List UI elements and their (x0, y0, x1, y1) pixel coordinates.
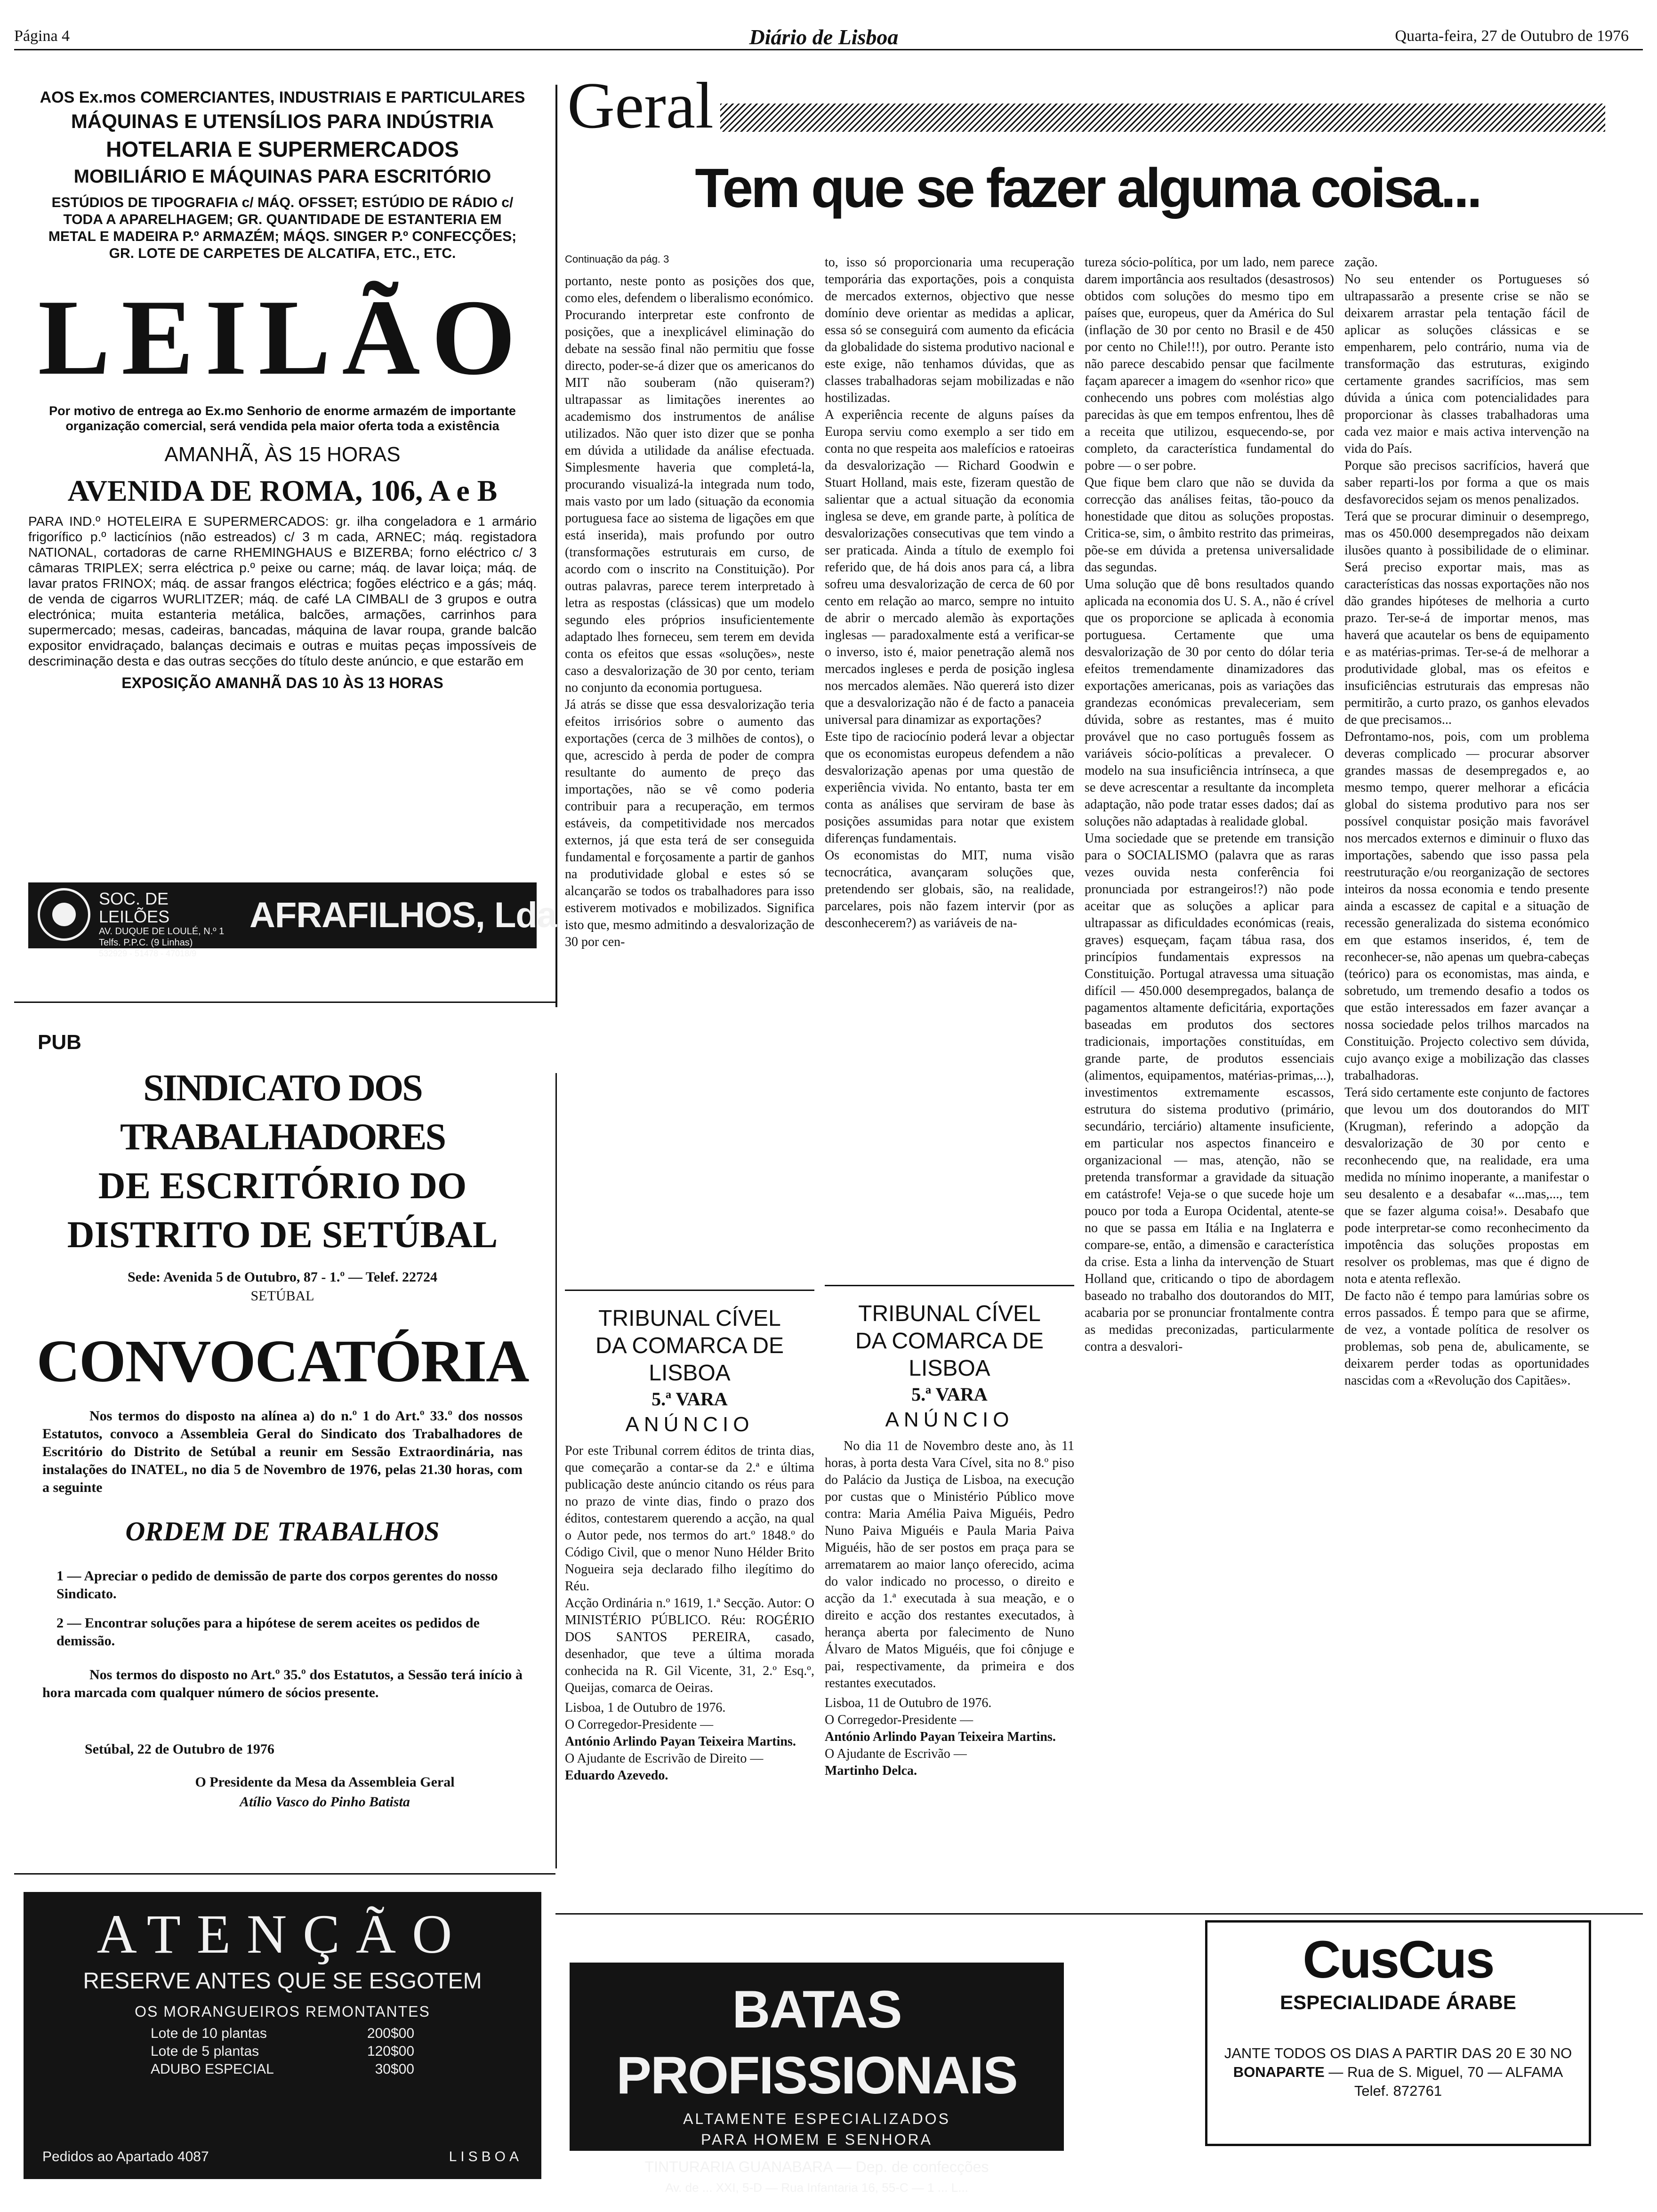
article-col-3: tureza sócio-política, por um lado, nem parece darem importância aos resultados (desastrosos) obtidos com soluções do mesmo tipo em países que, europeus, quer da América do Sul (inflação de 30 por cento no Brasil e de 450 por cento no Chile!!!), por outro. Perante isto não parece descabido pensar que facilmente façam aparecer a imagem do «senhor rico» que conhecendo uns pobres com moléstias algo parecidas às que em tempos enfrentou, lhes dê a receita que utilizou, esquecendo-se, por completo, da característica fundamental do pobre — o ser pobre. Que fique bem claro que não se duvida da correcção das análises feitas, tão-pouco da honestidade que ditou as soluções propostas. Critica-se, sim, o âmbito restrito das primeiras, põe-se em dúvida a pretensa universalidade das segundas. Uma solução que dê bons resultados quando aplicada na economia dos U. S. A., não é crível que os proporcione se aplicada à economia portuguesa. Certamente que uma desvalorização de 30 por cento do dólar teria efeitos tremendamente dinamizadores das exportações americanas, pois as variações das grandezas económicas prevaleceriam, sem dúvida, sobre as restantes, mas é muito provável que no caso português fossem as variáveis sócio-políticas a prevalecer. O modelo na sua insuficiência intrínseca, a que se deve acrescentar a resultante da incompleta adaptação, não pode tratar esses dados; daí as soluções não adaptadas à realidade global. Uma sociedade que se pretende em transição para o SOCIALISMO (palavra que as raras vezes ouvida nesta conferência foi pronunciada por estrangeiros!?) não pode aceitar que as soluções a aplicar para ultrapassar as dificuldades económicas (reais, graves) esqueçam, façam tábua rasa, dos princípios fundamentais expressos na Constituição. Portugal atravessa uma situação difícil — 450.000 desempregados, balança de pagamentos altamente deficitária, exportações baseadas em produtos dos sectores tradicionais, importações constituídas, em grande parte, de produtos essenciais (alimentos, equipamentos, matérias-primas,...), investimentos extremamente escassos, estrutura do sistema produtivo (primário, secundário, terciário) altamente insuficiente, em particular nos aspectos financeiro e organizacional — mas, atenção, não se pretenda transformar a gravidade da situação em catástrofe! Veja-se o que sucede hoje um pouco por toda a Europa Ocidental, atente-se no que se passa em Itália e na Inglaterra e compare-se, então, a dimensão e característica da crise. Esta a linha da intervenção de Stuart Holland que, criticando o tipo de abordagem baseado no trabalho dos doutorandos do MIT, acabaria por se pronunciar frontalmente contra as medidas preconizadas, particularmente contra a desvalori- (1085, 255, 1334, 1354)
cuscus-phone: Telef. 872761 (1354, 2083, 1442, 2099)
leilao-line1: AOS Ex.mos COMERCIANTES, INDUSTRIAIS E PARTICULARES (40, 88, 525, 106)
tribunal-2-anuncio: ANÚNCIO (885, 1408, 1014, 1431)
atencao-title: ATENÇÃO (97, 1903, 468, 1965)
batas-sub2: PARA HOMEM E SENHORA (701, 2131, 933, 2148)
sindicato-title2: DE ESCRITÓRIO DO (98, 1165, 467, 1207)
leilao-exhibit: EXPOSIÇÃO AMANHÃ DAS 10 ÀS 13 HORAS (121, 674, 443, 691)
tribunal-1-vara: 5.ª VARA (652, 1388, 728, 1410)
tribunal-notice-2 (825, 1285, 1074, 1903)
leilao-line2: MÁQUINAS E UTENSÍLIOS PARA INDÚSTRIA (71, 110, 494, 132)
ordem-item-1: 1 — Apreciar o pedido de demissão de parte dos corpos gerentes do nosso Sindicato. (56, 1568, 498, 1602)
article-col-1: portanto, neste ponto as posições dos que, como eles, defendem o liberalismo económico. Procurando interpretar este confronto de posições, que a inexplicável eliminação do debate na sessão final não permitiu que fosse directo, poder-se-á dizer que os americanos do MIT não souberam (não quiseram?) ultrapassar as limitações inerentes ao academismo dos instrumentos de análise utilizados. Não quer isto dizer que se ponha em dúvida a utilidade da análise efectuada. Simplesmente haveria que completá-la, procurando visualizá-la integrada num todo, mais vasto por um lado (situação da economia portuguesa face ao sistema de ligações em que está inserida), mais profundo por outro (transformações estruturais em curso, de acordo com o inscrito na Constituição). Por outras palavras, parece terem interpretado à letra as respostas (clássicas) que um modelo segundo eles próprios insuficientemente adaptado lhes forneceu, sem terem em devida conta os efeitos que essas «soluções», neste caso a desvalorização de 30 por cento, teriam no conjunto da economia portuguesa. Já atrás se disse que essa desvalorização teria efeitos irrisórios sobre o aumento das exportações (cerca de 3 milhões de contos), o que, acrescido à perda de poder de compra resultante do aumento de preço das importações, não se vê como poderia contribuir para a recuperação, em termos estáveis, da competitividade nos mercados externos, já que esta terá de ser conseguida fundamental e forçosamente a partir de ganhos na produtividade global e estes só se alcançarão se todos os trabalhadores para isso estiverem motivados e mobilizados. Significa isto que, mesmo admitindo a desvalorização de 30 por cen- (565, 274, 814, 949)
tribunal-1-sign1-name: António Arlindo Payan Teixeira Martins. (565, 1734, 796, 1749)
column-divider (555, 85, 557, 1007)
logo-soc: SOC. DE LEILÕES (99, 889, 170, 926)
leilao-ad (28, 87, 537, 693)
cuscus-ad (1205, 1920, 1591, 2146)
tribunal-1-sign2-role: O Ajudante de Escrivão de Direito — (565, 1751, 764, 1766)
section-title: Geral (567, 69, 714, 142)
batas-address: Av. de ... XXI, 5-D — Rua Infantaria 16, 55-C — 1 ... L... (665, 2180, 968, 2195)
price-row: Lote de 5 plantas 120$00 (151, 2044, 414, 2059)
atencao-ad (24, 1892, 541, 2179)
tribunal-2-sign1-role: O Corregedor-Presidente — (825, 1713, 973, 1727)
tribunal-2-title: TRIBUNAL CÍVEL DA COMARCA DE LISBOA (855, 1301, 1044, 1381)
rule-after-sindicato (14, 1873, 555, 1875)
price-row: ADUBO ESPECIAL 30$00 (151, 2061, 414, 2077)
atencao-price-table (151, 2025, 414, 2078)
leilao-body: PARA IND.º HOTELEIRA E SUPERMERCADOS: gr. ilha congeladora e 1 armário frigorífico p.º lacticínios (não estreados) c/ 3 m cada, ARNEC; máq. registadora NATIONAL, cortadoras de carne RHEMINGHAUS e BIZERBA; forno eléctrico c/ 3 câmaras TRIPLEX; serra eléctrica p.º peixe ou carne; máq. de lavar loiça; máq. de lavar pratos FRINOX; máq. de assar frangos eléctrica; fogões eléctrico e a gás; máq. de venda de cigarros WURLITZER; máq. de café LA CIMBALI de 3 grupos e outra electrónica; muita estanteria metálica, balcões, armações, carrinhos para supermercado; mesas, cadeiras, bancadas, máquina de lavar roupa, grande balcão expositor envidraçado, balanças decimais e outras e muitas peças impossíveis de descriminação desta e das outras secções do título deste anúncio, e que estarão em (28, 514, 537, 668)
atencao-product: OS MORANGUEIROS REMONTANTES (135, 2003, 430, 2020)
leilao-line4: MOBILIÁRIO E MÁQUINAS PARA ESCRITÓRIO (73, 166, 491, 187)
cuscus-subtitle: ESPECIALIDADE ÁRABE (1280, 1991, 1516, 2013)
leilao-where: AVENIDA DE ROMA, 106, A e B (67, 474, 498, 507)
sindicato-sign-role: O Presidente da Mesa da Assembleia Geral (195, 1774, 455, 1790)
cuscus-line1: JANTE TODOS OS DIAS A PARTIR DAS 20 E 30 NO (1224, 2045, 1572, 2061)
logo-nums: 532929 - 51478 - 47018/9 (99, 949, 197, 958)
tribunal-1-body: Por este Tribunal correm éditos de trinta dias, que começarão a contar-se da 2.ª e última publicação deste anúncio citando os réus para no prazo de vinte dias, findo o prazo dos éditos, contestarem querendo a acção, na qual o Autor pede, nos termos do art.º 1848.º do Código Civil, que o menor Nuno Hélder Brito Nogueira seja declarado filho ilegítimo do Réu. Acção Ordinária n.º 1619, 1.ª Secção. Autor: O MINISTÉRIO PÚBLICO. Réu: ROGÉRIO DOS SANTOS PEREIRA, casado, desenhador, que teve a última morada conhecida na R. Gil Vicente, 31, 2.º Esq.º, Queijas, comarca de Oeiras. (565, 1443, 814, 1695)
rule-above-bottom-ads (555, 1913, 1643, 1915)
tribunal-1-date: Lisboa, 1 de Outubro de 1976. (565, 1700, 726, 1715)
sindicato-ad (28, 1064, 537, 1401)
tribunal-1-sign2-name: Eduardo Azevedo. (565, 1768, 668, 1783)
atencao-footer-left: Pedidos ao Apartado 4087 (42, 2149, 209, 2164)
cuscus-title: CusCus (1303, 1930, 1494, 1989)
logo-addr: AV. DUQUE DE LOULÉ, N.º 1 (99, 926, 225, 937)
column-divider-lower (555, 1073, 557, 1868)
leilao-when: AMANHÃ, ÀS 15 HORAS (164, 443, 401, 466)
tribunal-2-vara: 5.ª VARA (911, 1384, 988, 1405)
article-headline: Tem que se fazer alguma coisa... (695, 157, 1480, 219)
sindicato-title3: DISTRITO DE SETÚBAL (67, 1214, 498, 1256)
tribunal-2-sign1-name: António Arlindo Payan Teixeira Martins. (825, 1730, 1056, 1744)
batas-sub1: ALTAMENTE ESPECIALIZADOS (683, 2110, 950, 2127)
leilao-line3: HOTELARIA E SUPERMERCADOS (106, 137, 459, 161)
tribunal-2-sign2-role: O Ajudante de Escrivão — (825, 1747, 967, 1761)
cuscus-line2 (1207, 2063, 1589, 2082)
batas-line: TINTURARIA GUANABARA — Dep. de confecções (644, 2158, 989, 2175)
leilao-line5: ESTÚDIOS DE TIPOGRAFIA c/ MÁQ. OFSSET; ESTÚDIO DE RÁDIO c/ TODA A APARELHAGEM; GR. QUANTIDADE DE ESTANTERIA EM METAL E MADEIRA P.º ARMAZÉM; MÁQS. SINGER P.º CONFECÇÕES; GR. LOTE DE CARPETES DE ALCATIFA, ETC., ETC. (48, 195, 517, 261)
issue-date: Quarta-feira, 27 de Outubro de 1976 (1395, 27, 1629, 45)
tribunal-2-date: Lisboa, 11 de Outubro de 1976. (825, 1696, 992, 1710)
tribunal-notice-1 (565, 1290, 814, 1903)
convocatoria-title: CONVOCATÓRIA (36, 1328, 529, 1395)
article-col-4: zação. No seu entender os Portugueses só ultrapassarão a presente crise se não se deixarem arrastar pela tentação fácil de aplicar as soluções clássicas e se empenharem, pelo contrário, numa via de transformação das estruturas, exigindo certamente grandes sacrifícios, mas sem dúvida a única com potencialidades para proporcionar às classes trabalhadoras uma cada vez maior e mais activa intervenção na vida do País. Porque são precisos sacrifícios, haverá que saber reparti-los por forma a que os mais desfavorecidos sejam os menos penalizados. Terá que se procurar diminuir o desemprego, mas os 450.000 desempregados não deixam ilusões quanto à possibilidade de o eliminar. Será preciso exportar mais, mas as características das nossas exportações não nos dão grandes hipóteses de melhoria a curto prazo. Ter-se-á de importar menos, mas haverá que acautelar os bens de equipamento e as matérias-primas. Ter-se-á de melhorar a produtividade global, mas os efeitos e insuficiências estruturais das empresas não permitirão, a curto prazo, os ganhos elevados de que precisamos... Defrontamo-nos, pois, com um problema deveras complicado — procurar absorver grandes massas de desempregados e, ao mesmo tempo, querer melhorar a eficácia global do sistema produtivo para nos ser possível conquistar posição mais favorável nos mercados externos e diminuir o fluxo das importações, sabendo que isso passa pela reestruturação e/ou reorganização de sectores inteiros da nossa economia e tendo presente ainda a escassez de capital e a situação de recessão generalizada do sistema económico em que estamos inseridos, é, tem de reconhecer-se, não apenas um quebra-cabeças (teórico) para os economistas, mas ainda, e sobretudo, um tremendo desafio a todos os que estão interessados em fazer avançar a nossa sociedade pelos trilhos marcados na Constituição. Projecto colectivo sem dúvida, cujo avanço exige a mobilização das classes trabalhadoras. Terá sido certamente este conjunto de factores que levou um dos doutorandos do MIT (Krugman), referindo a adopção da desvalorização de 30 por cento e reconhecendo que, na realidade, era uma medida no mínimo inoperante, a manifestar o seu desalento e a desabafar «...mas,..., tem que se fazer alguma coisa!». Desabafo que pode interpretar-se como reconhecimento da impotência das soluções propostas em resolver os problemas, mas que é digno de nota e atenta reflexão. De facto não é tempo para lamúrias sobre os erros passados. É tempo para que se afirme, de vez, a vontade política de resolver os problemas, sob pena de, abulicamente, se deixarem perder todas as oportunidades nascidas com a «Revolução dos Capitães». (1344, 255, 1589, 1388)
sindicato-intro: Nos termos do disposto na alínea a) do n.º 1 do Art.º 33.º dos nossos Estatutos, convoco a Assembleia Geral do Sindicato dos Trabalhadores de Escritório do Distrito de Setúbal a reunir em Sessão Extraordinária, nas instalações do INATEL, no dia 5 de Novembro de 1976, pelas 21.30 horas, com a seguinte (42, 1408, 523, 1495)
cuscus-restaurant-name: BONAPARTE (1233, 2064, 1325, 2080)
tribunal-1-anuncio: ANÚNCIO (625, 1413, 754, 1436)
rule-after-leilao (14, 1002, 555, 1003)
batas-ad (570, 1963, 1064, 2195)
atencao-subtitle: RESERVE ANTES QUE SE ESGOTEM (83, 1969, 482, 1994)
sindicato-title1: SINDICATO DOS TRABALHADORES (120, 1067, 445, 1158)
logo-tel: Telfs. P.P.C. (9 Linhas) (99, 938, 193, 948)
logo-brand: AFRAFILHOS, Lda (249, 895, 557, 935)
sindicato-city: SETÚBAL (250, 1288, 314, 1304)
ordem-title: ORDEM DE TRABALHOS (125, 1516, 440, 1547)
sindicato-sign-name: Atílio Vasco do Pinho Batista (240, 1794, 410, 1810)
auction-seal-icon (38, 888, 90, 941)
cuscus-restaurant-addr: — Rua de S. Miguel, 70 — ALFAMA (1328, 2064, 1563, 2080)
paper-name: Diário de Lisboa (749, 25, 899, 49)
tribunal-2-sign2-name: Martinho Delca. (825, 1763, 917, 1778)
section-hatch-bar (720, 104, 1605, 132)
price-row: Lote de 10 plantas 200$00 (151, 2026, 414, 2041)
afrafilhos-logo-bar (28, 882, 557, 958)
tribunal-1-title: TRIBUNAL CÍVEL DA COMARCA DE LISBOA (595, 1306, 784, 1386)
continuation-note: Continuação da pág. 3 (565, 253, 669, 265)
tribunal-1-sign1-role: O Corregedor-Presidente — (565, 1717, 714, 1732)
masthead-rule (14, 49, 1643, 50)
article-col-2: to, isso só proporcionaria uma recuperação temporária das exportações, pois a conquista de mercados externos, objectivo que nesse domínio deve orientar as medidas a aplicar, essa só se conseguirá com aumento da eficácia da globalidade do sistema produtivo nacional e este exige, não tenhamos dúvidas, que as classes trabalhadoras sejam mobilizadas e não hostilizadas. A experiência recente de alguns países da Europa serviu como exemplo a ser tido em conta no que respeita aos malefícios e ratoeiras da desvalorização — Richard Goodwin e Stuart Holland, mais este, fizeram questão de salientar que a actual situação da economia inglesa se deve, em grande parte, à política de desvalorizações consecutivas que tem vindo a ser praticada. Ainda a título de exemplo foi referido que, de há dois anos para cá, a libra sofreu uma desvalorização de cerca de 60 por cento em relação ao marco, sempre no intuito de abrir o mercado alemão às exportações inglesas — paradoxalmente está a verificar-se o inverso, isto é, maior penetração alemã nos mercados ingleses e perda de posição inglesa nos mercados alemães. Não quererá isto dizer que a desvalorização não é de facto a panaceia universal para dinamizar as exportações? Este tipo de raciocínio poderá levar a objectar que os economistas europeus defendem a não desvalorização apenas por uma questão de experiência vivida. No entanto, basta ter em conta as análises que serviram de base às posições assumidas para notar que existem diferenças fundamentais. Os economistas do MIT, numa visão tecnocrática, avançaram soluções que, pretendendo ser globais, são, na realidade, parcelares, pois não fazem intervir (por as desconhecerem?) as variáveis de na- (825, 255, 1074, 930)
page-label: Página 4 (14, 27, 70, 45)
atencao-footer-right: LISBOA (449, 2149, 523, 2164)
pub-label: PUB (38, 1031, 81, 1054)
sindicato-closing: Nos termos do disposto no Art.º 35.º dos Estatutos, a Sessão terá início à hora marcada com qualquer número de sócios presente. (42, 1667, 523, 1700)
ordem-item-2: 2 — Encontrar soluções para a hipótese de serem aceites os pedidos de demissão. (56, 1615, 480, 1649)
batas-title: BATAS PROFISSIONAIS (616, 1980, 1017, 2105)
leilao-intro: Por motivo de entrega ao Ex.mo Senhorio de enorme armazém de importante organização comercial, será vendida pela maior oferta toda a existência (49, 404, 516, 433)
tribunal-2-body: No dia 11 de Novembro deste ano, às 11 horas, à porta desta Vara Cível, sita no 8.º piso do Palácio da Justiça de Lisboa, na execução por custas que o Ministério Público move contra: Maria Amélia Paiva Miguéis, Pedro Nuno Paiva Miguéis e Paula Maria Paiva Miguéis, hão de ser postos em praça para se arrematarem ao maior lanço oferecido, acima do valor indicado no processo, o direito e acção da 1.ª executada à sua meação, e o direito e acção dos restantes executados, à herança aberta por falecimento de Nuno Álvaro de Matos Miguéis, que foi cônjuge e pai, respectivamente, da primeira e dos restantes executados. (825, 1439, 1074, 1691)
sindicato-sede: Sede: Avenida 5 de Outubro, 87 - 1.º — Telef. 22724 (127, 1269, 437, 1285)
sindicato-date: Setúbal, 22 de Outubro de 1976 (85, 1741, 274, 1757)
leilao-title: LEILÃO (38, 277, 527, 397)
